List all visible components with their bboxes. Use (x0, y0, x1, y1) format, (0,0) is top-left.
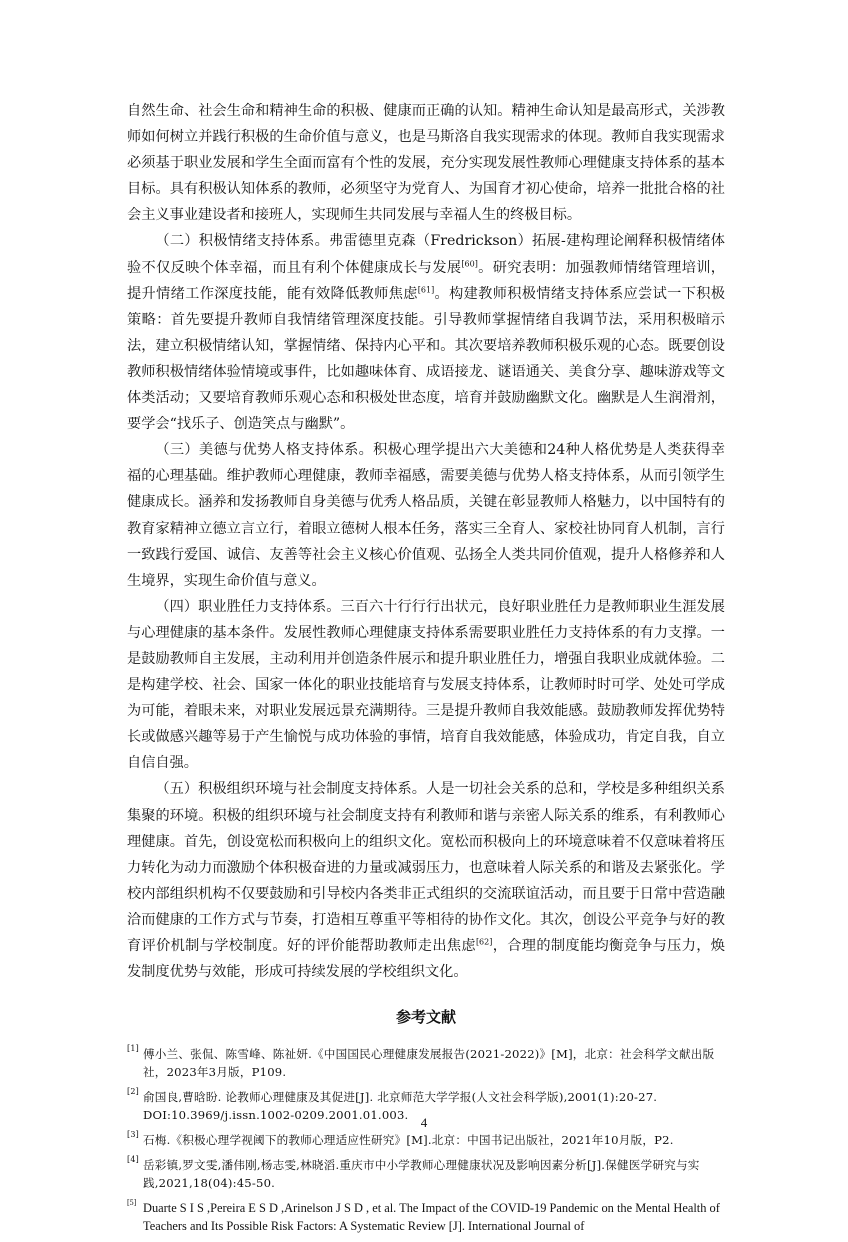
reference-item (127, 1045, 725, 1081)
body-paragraph: （四）职业胜任力支持体系。三百六十行行行出状元，良好职业胜任力是教师职业生涯发展与心理健康的基本条件。发展性教师心理健康支持体系需要职业胜任力支持体系的有力支撑。一是鼓励教师自主发展，主动利用并创造条件展示和提升职业胜任力，增强自我职业成就体验。二是构建学校、社会、国家一体化的职业技能培育与发展支持体系，让教师时时可学、处处可学成为可能，着眼未来，对职业发展远景充满期待。三是提升教师自我效能感。鼓励教师发挥优势特长或做感兴趣等易于产生愉悦与成功体验的事情，培育自我效能感，体验成功，肯定自我，自立自信自强。 (127, 598, 725, 772)
reference-text: 俞国良,曹晗盼. 论教师心理健康及其促进[J]. 北京师范大学学报(人文社会科学版),2001(1):20-27. DOI:10.3969/j.issn.1002-0209.2001.01.003. (143, 1090, 658, 1123)
paragraph-text: （二）积极情绪支持体系。弗雷德里克森（Fredrickson）拓展-建构理论阐释积极情绪体验不仅反映个体幸福，而且有利个体健康成长与发展 (127, 233, 725, 276)
citation-marker: [60] (461, 258, 478, 268)
reference-text: 石梅.《积极心理学视阈下的教师心理适应性研究》[M].北京：中国书记出版社，2021年10月版，P2. (143, 1133, 674, 1148)
citation-marker: [62] (475, 937, 493, 947)
citation-marker: [61] (417, 284, 435, 294)
reference-number: [4] (127, 1155, 139, 1165)
reference-text: 傅小兰、张侃、陈雪峰、陈祉妍.《中国国民心理健康发展报告(2021-2022)》[M]，北京：社会科学文献出版社，2023年3月版，P109. (143, 1047, 715, 1080)
reference-item (127, 1199, 725, 1235)
reference-number: [2] (127, 1087, 139, 1097)
paragraph-text: 。构建教师积极情绪支持体系应尝试一下积极策略：首先要提升教师自我情绪管理深度技能。引导教师掌握情绪自我调节法，采用积极暗示法，建立积极情绪认知，掌握情绪、保持内心平和。其次要培养教师积极乐观的心态。既要创设教师积极情绪体验情境或事件，比如趣味体育、成语接龙、谜语通关、美食分享、趣味游戏等文体类活动；又要培育教师乐观心态和积极处世态度，培育并鼓励幽默文化。幽默是人生润滑剂，要学会“找乐子、创造笑点与幽默”。 (127, 285, 725, 433)
reference-item (127, 1156, 725, 1192)
page-number: 4 (420, 1115, 428, 1130)
paragraph-text: ，合理的制度能均衡竞争与压力，焕发制度优势与效能，形成可持续发展的学校组织文化。 (127, 938, 725, 981)
reference-number: [5] (127, 1198, 137, 1208)
page-content (127, 98, 725, 1242)
reference-list (127, 1045, 725, 1235)
reference-item (127, 1131, 725, 1149)
references-heading: 参考文献 (395, 1008, 456, 1027)
paragraph-text: 。研究表明：加强教师情绪管理培训，提升情绪工作深度技能，能有效降低教师焦虑 (127, 259, 725, 302)
paragraph-text: （五）积极组织环境与社会制度支持体系。人是一切社会关系的总和，学校是多种组织关系集聚的环境。积极的组织环境与社会制度支持有利教师和谐与亲密人际关系的维系，有利教师心理健康。首先，创设宽松而积极向上的组织文化。宽松而积极向上的环境意味着不仅意味着将压力转化为动力而激励个体积极奋进的力量或减弱压力，也意味着人际关系的和谐及去紧张化。学校内部组织机构不仅要鼓励和引导校内各类非正式组织的交流联谊活动，而且要于日常中营造融洽而健康的工作方式与节奏，打造相互尊重平等相待的协作文化。其次，创设公平竞争与好的教育评价机制与学校制度。好的评价能帮助教师走出焦虑 (127, 781, 725, 954)
reference-number: [3] (127, 1130, 139, 1140)
reference-number: [1] (127, 1044, 139, 1054)
body-paragraph: 自然生命、社会生命和精神生命的积极、健康而正确的认知。精神生命认知是最高形式，关涉教师如何树立并践行积极的生命价值与意义，也是马斯洛自我实现需求的体现。教师自我实现需求必须基于职业发展和学生全面而富有个性的发展，充分实现发展性教师心理健康支持体系的基本目标。具有积极认知体系的教师，必须坚守为党育人、为国育才初心使命，培养一批批合格的社会主义事业建设者和接班人，实现师生共同发展与幸福人生的终极目标。 (127, 103, 725, 224)
body-paragraph: （三）美德与优势人格支持体系。积极心理学提出六大美德和24种人格优势是人类获得幸福的心理基础。维护教师心理健康，教师幸福感，需要美德与优势人格支持体系，从而引领学生健康成长。涵养和发扬教师自身美德与优秀人格品质，关键在彰显教师人格魅力，以中国特有的教育家精神立德立言立行，着眼立德树人根本任务，落实三全育人、家校社协同育人机制，言行一致践行爱国、诚信、友善等社会主义核心价值观、弘扬全人类共同价值观，提升人格修养和人生境界，实现生命价值与意义。 (127, 442, 725, 589)
body-paragraph (127, 776, 725, 985)
reference-text: Duarte S I S ,Pereira E S D ,Arinelson J S D , et al. The Impact of the COVID-19 Pandemic on the Mental Health of Teachers and Its Possible Risk Factors: A Systematic Review [J]. International Journal of (143, 1201, 720, 1234)
body-paragraph (127, 228, 725, 437)
reference-text: 岳彩镇,罗文雯,潘伟刚,杨志雯,林晓滔.重庆市中小学教师心理健康状况及影响因素分析[J].保健医学研究与实践,2021,18(04):45-50. (143, 1158, 700, 1191)
